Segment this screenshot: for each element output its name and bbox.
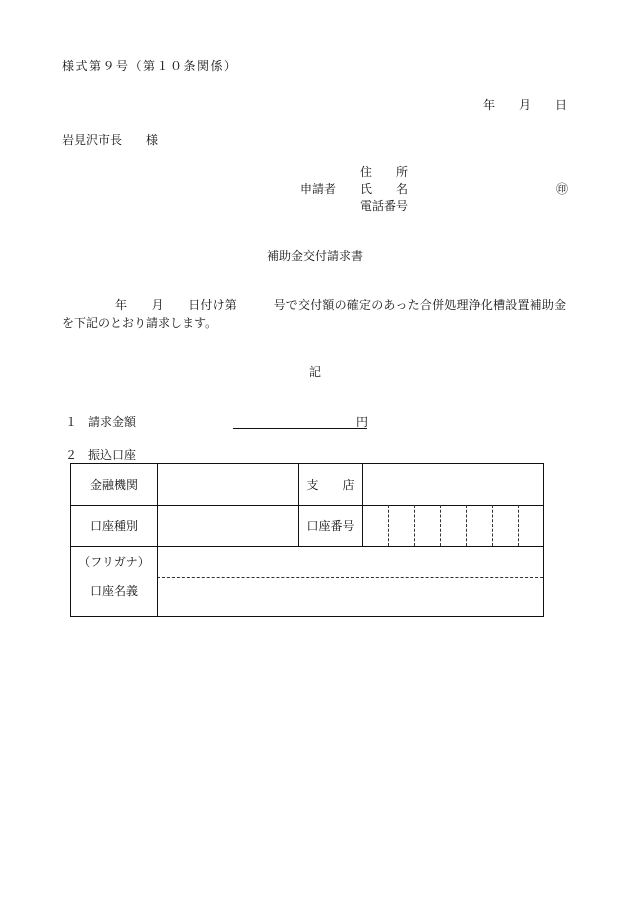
body-line-1: 年 月 日付け第 号で交付額の確定のあった合併処理浄化槽設置補助金	[115, 298, 567, 312]
holder-label: 口座名義	[89, 584, 138, 598]
bank-label	[71, 464, 157, 505]
phone-label: 電話番号	[360, 199, 409, 213]
document-title: 補助金交付請求書	[266, 249, 363, 263]
amount-unit: 円	[356, 415, 369, 429]
account-digit-cell	[493, 506, 518, 546]
address-label: 住 所	[360, 165, 409, 179]
item1-number: １	[65, 415, 78, 429]
account-digit-cell	[467, 506, 492, 546]
item2-number: ２	[65, 448, 78, 462]
account-digit-cell	[519, 506, 543, 546]
account-number-label-text: 口座番号	[306, 519, 355, 533]
date-line: 年 月 日	[483, 98, 568, 112]
bank-value-cell	[158, 464, 298, 505]
account-digit-cell	[441, 506, 466, 546]
seal-mark: ㊞	[556, 182, 569, 196]
furigana-value-cell	[158, 547, 543, 577]
item1-label: 請求金額	[88, 415, 137, 429]
form-number: 様式第９号（第１０条関係）	[62, 59, 238, 73]
item2-label: 振込口座	[88, 448, 137, 462]
account-number-label	[299, 506, 362, 546]
addressee: 岩見沢市長 様	[62, 133, 159, 147]
body-line-2: を下記のとおり請求します。	[62, 316, 218, 330]
applicant-label: 申請者	[300, 182, 337, 196]
name-label: 氏 名	[360, 182, 409, 196]
account-type-label	[71, 506, 157, 546]
bank-label-text: 金融機関	[89, 477, 138, 492]
account-digit-cell	[415, 506, 440, 546]
furigana-label: （フリガナ）	[78, 555, 150, 569]
account-digit-cell	[389, 506, 414, 546]
account-type-value-cell	[158, 506, 298, 546]
holder-value-cell	[158, 578, 543, 616]
branch-value-cell	[363, 464, 543, 505]
bank-account-table	[70, 463, 544, 617]
branch-label	[299, 464, 362, 505]
amount-underline	[233, 428, 367, 429]
account-digit-cell	[363, 506, 388, 546]
ki-heading: 記	[308, 365, 321, 379]
branch-label-text: 支 店	[306, 477, 355, 492]
account-type-label-text: 口座種別	[89, 519, 138, 533]
